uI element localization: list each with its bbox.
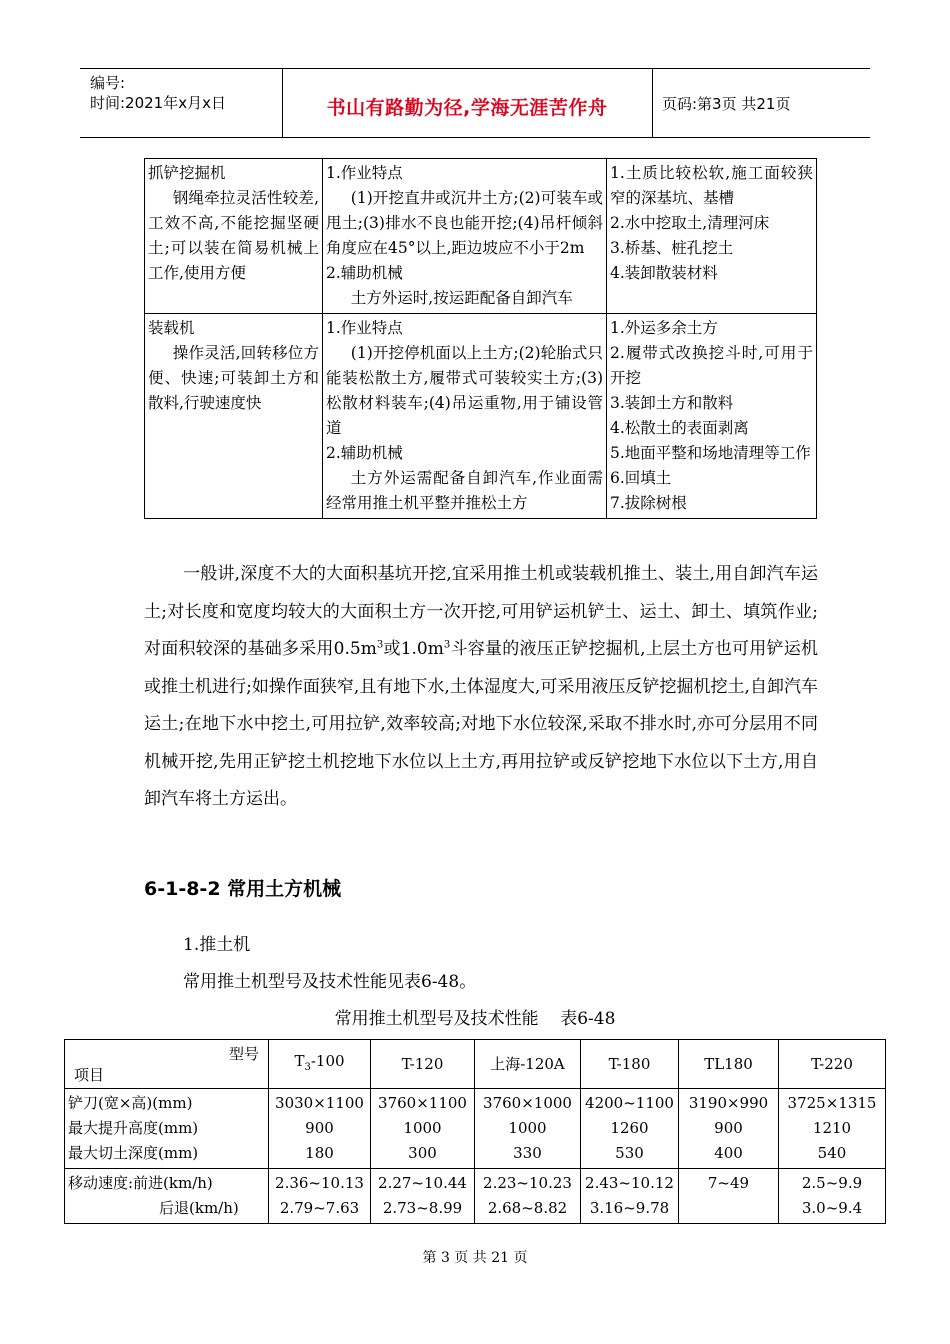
- machine-name: 装载机: [148, 319, 195, 337]
- header-page-label: 页码:第3页 共21页: [662, 95, 791, 113]
- table-row: [65, 1089, 886, 1169]
- cell-text: 4.装卸散装材料: [610, 264, 718, 282]
- model-header: TL180: [679, 1040, 779, 1089]
- table-cell: 2.36~10.13 2.79~7.63: [269, 1169, 371, 1224]
- superscript: 3: [443, 639, 451, 651]
- table-caption-number: 表6-48: [560, 1009, 616, 1029]
- machine-feature: 钢绳牵拉灵活性较差,工效不高,不能挖掘坚硬土;可以装在简易机械上工作,使用方便: [148, 189, 319, 282]
- page-header: [80, 68, 870, 138]
- cell-text: 3.桥基、桩孔挖土: [610, 239, 734, 257]
- row-label: 后退(km/h): [159, 1199, 239, 1217]
- item-title: 1.推土机: [183, 935, 251, 955]
- paragraph-part: 或1.0m: [383, 639, 444, 659]
- model-header: [269, 1040, 371, 1089]
- table-cell: 7~49: [679, 1169, 779, 1224]
- table-caption-title: 常用推土机型号及技术性能: [334, 1009, 539, 1029]
- doc-time-label: 时间:2021年x月x日: [90, 94, 226, 112]
- row-label: 铲刀(宽×高)(mm): [68, 1094, 193, 1112]
- table-cell: 2.27~10.44 2.73~8.99: [371, 1169, 475, 1224]
- table-cell: 2.5~9.9 3.0~9.4: [779, 1169, 886, 1224]
- cell-text: 1.土质比较松软,施工面较狭窄的深基坑、基槽: [610, 164, 813, 207]
- table-cell: 3760×1100 1000 300: [371, 1089, 475, 1169]
- cell-text: 2.辅助机械: [326, 444, 403, 462]
- model-header: 上海-120A: [475, 1040, 581, 1089]
- table-cell: 3030×1100 900 180: [269, 1089, 371, 1169]
- table-cell: [323, 314, 607, 519]
- table-cell: [145, 314, 323, 519]
- model-subscript: 3: [304, 1061, 311, 1073]
- table-cell: [607, 159, 817, 314]
- cell-text: (1)开挖停机面以上土方;(2)轮胎式只能装松散土方,履带式可装较实土方;(3)松散材料装车;(4)吊运重物,用于铺设管道: [326, 344, 603, 437]
- cell-text: 4.松散土的表面剥离: [610, 419, 749, 437]
- paragraph-part: 一般讲,深度不大的大面积基坑开挖,宜采用推土机或装载机推土、装土,用自卸汽车运土;对长度和宽度均较大的大面积土方一次开挖,可用铲运机铲土、运土、卸土、填筑作业;对面积较深的基础多采用0.5m: [144, 564, 818, 659]
- table-cell: [607, 314, 817, 519]
- section-title: 6-1-8-2 常用土方机械: [144, 878, 342, 900]
- row-label: 最大切土深度(mm): [68, 1144, 199, 1162]
- table-cell: 2.43~10.12 3.16~9.78: [581, 1169, 679, 1224]
- row-labels: [65, 1169, 269, 1224]
- cell-text: 1.外运多余土方: [610, 319, 718, 337]
- row-label: 最大提升高度(mm): [68, 1119, 199, 1137]
- cell-text: 5.地面平整和场地清理等工作: [610, 444, 811, 462]
- header-motto-cell: [282, 69, 653, 137]
- cell-text: 7.拔除树根: [610, 494, 687, 512]
- model-header: T-220: [779, 1040, 886, 1089]
- table-cell: 3725×1315 1210 540: [779, 1089, 886, 1169]
- machine-feature: 操作灵活,回转移位方便、快速;可装卸土方和散料,行驶速度快: [148, 344, 319, 412]
- table-cell: 3760×1000 1000 330: [475, 1089, 581, 1169]
- corner-bottom-label: 项目: [74, 1066, 105, 1084]
- body-paragraph: [144, 556, 818, 819]
- model-header: T-120: [371, 1040, 475, 1089]
- row-label: 移动速度:前进(km/h): [68, 1174, 213, 1192]
- cell-text: 1.作业特点: [326, 319, 403, 337]
- model-name: T: [294, 1051, 305, 1070]
- corner-top-label: 型号: [228, 1045, 259, 1063]
- table-cell: 4200~1100 1260 530: [581, 1089, 679, 1169]
- table-row: [145, 159, 817, 314]
- doc-number-label: 编号:: [90, 74, 126, 92]
- cell-text: 土方外运需配备自卸汽车,作业面需经常用推土机平整并推松土方: [326, 469, 603, 512]
- cell-text: 2.水中挖取土,清理河床: [610, 214, 770, 232]
- cell-text: (1)开挖直井或沉井土方;(2)可装车或甩土;(3)排水不良也能开挖;(4)吊杆倾斜角度应在45°以上,距边坡应不小于2m: [326, 189, 603, 257]
- paragraph-text: [144, 556, 818, 819]
- machine-name: 抓铲挖掘机: [148, 164, 226, 182]
- paragraph-part: 斗容量的液压正铲挖掘机,上层土方也可用铲运机或推土机进行;如操作面狭窄,且有地下水,土体湿度大,可采用液压反铲挖掘机挖土,自卸汽车运土;在地下水中挖土,可用拉铲,效率较高;对地下水位较深,采取不排水时,亦可分层用不同机械开挖,先用正铲挖土机挖地下水位以上土方,再用拉铲或反铲挖地下水位以下土方,用自卸汽车将土方运出。: [144, 639, 819, 809]
- page-footer: 第 3 页 共 21 页: [422, 1250, 528, 1266]
- cell-text: 6.回填土: [610, 469, 672, 487]
- header-right-cell: [652, 69, 870, 137]
- table-cell: 3190×990 900 400: [679, 1089, 779, 1169]
- corner-cell: [65, 1040, 269, 1089]
- table-row: [145, 314, 817, 519]
- machine-table: [144, 158, 817, 519]
- cell-text: 1.作业特点: [326, 164, 403, 182]
- cell-text: 3.装卸土方和散料: [610, 394, 734, 412]
- superscript: 3: [376, 639, 384, 651]
- bulldozer-spec-table: [64, 1039, 886, 1224]
- model-header: T-180: [581, 1040, 679, 1089]
- cell-text: 2.辅助机械: [326, 264, 403, 282]
- cell-text: 土方外运时,按运距配备自卸汽车: [350, 289, 573, 307]
- header-left-cell: [80, 69, 283, 137]
- item-description: 常用推土机型号及技术性能见表6-48。: [183, 972, 477, 992]
- table-cell: [323, 159, 607, 314]
- table-row: [65, 1169, 886, 1224]
- table-cell: [145, 159, 323, 314]
- cell-text: 2.履带式改换挖斗时,可用于开挖: [610, 344, 813, 387]
- table-caption: [0, 1004, 950, 1029]
- table-cell: 2.23~10.23 2.68~8.82: [475, 1169, 581, 1224]
- model-name-tail: -100: [310, 1051, 345, 1070]
- table-header-row: [65, 1040, 886, 1089]
- row-labels: [65, 1089, 269, 1169]
- header-motto: 书山有路勤为径,学海无涯苦作舟: [326, 97, 608, 119]
